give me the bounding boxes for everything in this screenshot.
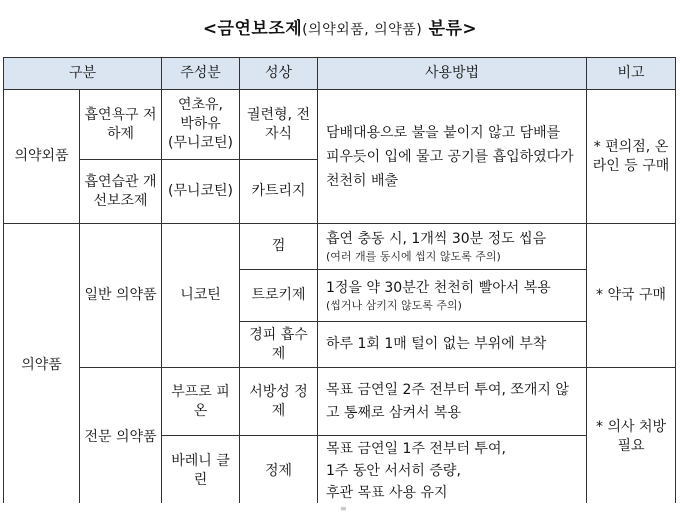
page-bottom-edge xyxy=(0,503,680,513)
note-general: * 약국 구매 xyxy=(587,224,676,368)
method-gum: 흡연 충동 시, 1개씩 30분 정도 씹음 (여러 개를 동시에 씹지 않도록 주의) xyxy=(318,224,587,270)
form-bupropion: 서방성 정제 xyxy=(240,368,318,436)
title-tail: 분류> xyxy=(422,19,478,39)
group-quasi: 의약외품 xyxy=(4,90,80,224)
page-title xyxy=(0,14,680,39)
header-category: 구분 xyxy=(4,58,162,90)
table-row xyxy=(4,368,676,436)
ingredient-general: 니코틴 xyxy=(162,224,240,368)
header-note: 비고 xyxy=(587,58,676,90)
sub-quasi-2: 흡연습관 개선보조제 xyxy=(80,160,162,224)
method-bupropion: 목표 금연일 2주 전부터 투여, 쪼개지 않고 통째로 삼켜서 복용 xyxy=(318,368,587,436)
form-gum: 껌 xyxy=(240,224,318,270)
header-row xyxy=(4,58,676,90)
table-row xyxy=(4,90,676,160)
sub-general: 일반 의약품 xyxy=(80,224,162,368)
method-lozenge: 1정을 약 30분간 천천히 빨아서 복용 (씹거나 삼키지 않도록 주의) xyxy=(318,270,587,322)
ingredient-quasi-2: (무니코틴) xyxy=(162,160,240,224)
note-quasi: * 편의점, 온라인 등 구매 xyxy=(587,90,676,224)
form-patch: 경피 흡수제 xyxy=(240,322,318,368)
form-lozenge: 트로키제 xyxy=(240,270,318,322)
table-row xyxy=(4,224,676,270)
ingredient-bupropion: 부프로 피온 xyxy=(162,368,240,436)
form-quasi-1: 궐련형, 전자식 xyxy=(240,90,318,160)
title-main: <금연보조제 xyxy=(202,19,303,39)
note-prescription: * 의사 처방 필요 xyxy=(587,368,676,507)
group-drug: 의약품 xyxy=(4,224,80,507)
header-method: 사용방법 xyxy=(318,58,587,90)
header-form: 성상 xyxy=(240,58,318,90)
method-quasi: 담배대용으로 불을 붙이지 않고 담배를 피우듯이 입에 물고 공기를 흡입하였다가 천천히 배출 xyxy=(318,90,587,224)
form-varenicline: 정제 xyxy=(240,436,318,507)
header-ingredient: 주성분 xyxy=(162,58,240,90)
ingredient-varenicline: 바레니 클린 xyxy=(162,436,240,507)
method-varenicline: 목표 금연일 1주 전부터 투여, 1주 동안 서서히 증량, 후관 목표 사용 유지 xyxy=(318,436,587,507)
form-quasi-2: 카트리지 xyxy=(240,160,318,224)
sub-quasi-1: 흡연욕구 저하제 xyxy=(80,90,162,160)
title-paren: (의약외품, 의약품) xyxy=(302,22,423,38)
scroll-grip-icon[interactable]: ≡ xyxy=(340,504,347,513)
ingredient-quasi-1: 연초유, 박하유 (무니코틴) xyxy=(162,90,240,160)
sub-prescription: 전문 의약품 xyxy=(80,368,162,507)
method-patch: 하루 1회 1매 털이 없는 부위에 부착 xyxy=(318,322,587,368)
classification-table xyxy=(3,57,676,507)
